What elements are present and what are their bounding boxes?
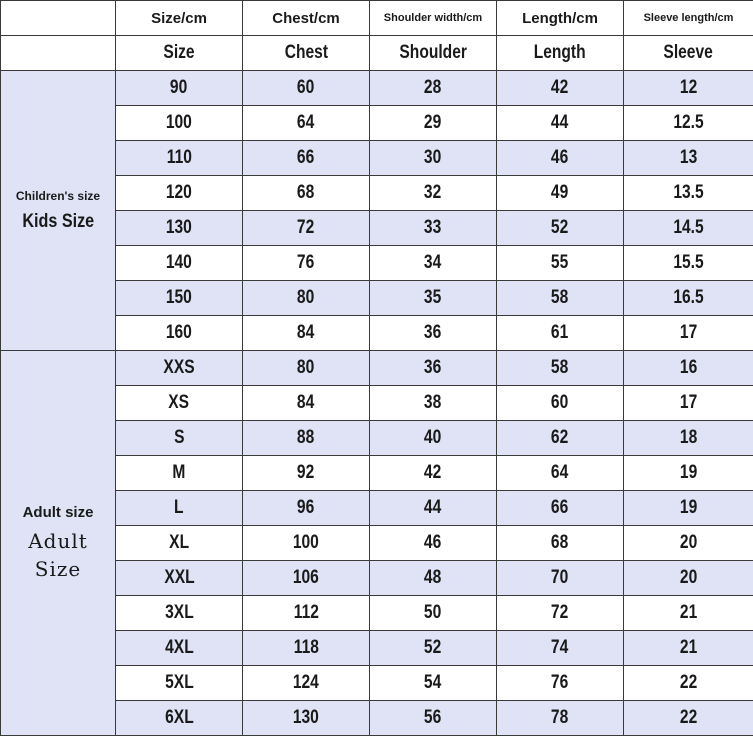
cell-chest: 112: [243, 596, 370, 631]
cell-sleeve: 22: [624, 666, 753, 701]
header-corner-2: [1, 36, 116, 71]
cell-length: 76: [497, 666, 624, 701]
cell-sleeve: 19: [624, 456, 753, 491]
adult-size-en-label: Adult size: [1, 504, 115, 521]
header-row-en: [1, 1, 753, 36]
table-row: [1, 351, 753, 386]
cell-chest: 80: [243, 351, 370, 386]
size-chart-body: [1, 71, 753, 736]
adult-size-label-line2: Size: [1, 555, 115, 583]
cell-chest: 130: [243, 701, 370, 736]
cell-size: XXL: [116, 561, 243, 596]
cell-chest: 100: [243, 526, 370, 561]
cell-length: 66: [497, 491, 624, 526]
cell-shoulder: 46: [370, 526, 497, 561]
cell-size: 4XL: [116, 631, 243, 666]
cell-size: S: [116, 421, 243, 456]
cell-sleeve: 17: [624, 316, 753, 351]
cell-chest: 106: [243, 561, 370, 596]
cell-sleeve: 20: [624, 526, 753, 561]
cell-length: 62: [497, 421, 624, 456]
cell-sleeve: 12.5: [624, 106, 753, 141]
cell-sleeve: 13.5: [624, 176, 753, 211]
cell-size: 5XL: [116, 666, 243, 701]
cell-size: 90: [116, 71, 243, 106]
cell-length: 74: [497, 631, 624, 666]
cell-sleeve: 21: [624, 631, 753, 666]
cell-sleeve: 16.5: [624, 281, 753, 316]
cell-sleeve: 13: [624, 141, 753, 176]
header-shoulder-en: Shoulder width/cm: [370, 1, 497, 36]
cell-shoulder: 42: [370, 456, 497, 491]
cell-size: 130: [116, 211, 243, 246]
cell-sleeve: 16: [624, 351, 753, 386]
cell-size: 100: [116, 106, 243, 141]
cell-chest: 84: [243, 386, 370, 421]
header-sleeve-en: Sleeve length/cm: [624, 1, 753, 36]
cell-length: 44: [497, 106, 624, 141]
cell-shoulder: 32: [370, 176, 497, 211]
cell-sleeve: 20: [624, 561, 753, 596]
cell-chest: 60: [243, 71, 370, 106]
kids-size-en-label: Children's size: [1, 189, 115, 203]
cell-size: XS: [116, 386, 243, 421]
cell-length: 72: [497, 596, 624, 631]
cell-chest: 66: [243, 141, 370, 176]
cell-shoulder: 29: [370, 106, 497, 141]
cell-length: 46: [497, 141, 624, 176]
cell-length: 52: [497, 211, 624, 246]
cell-length: 70: [497, 561, 624, 596]
cell-shoulder: 36: [370, 316, 497, 351]
cell-shoulder: 35: [370, 281, 497, 316]
cell-length: 64: [497, 456, 624, 491]
kids-group-label: [1, 71, 116, 351]
cell-size: 6XL: [116, 701, 243, 736]
cell-shoulder: 38: [370, 386, 497, 421]
cell-size: 150: [116, 281, 243, 316]
cell-chest: 80: [243, 281, 370, 316]
cell-length: 49: [497, 176, 624, 211]
cell-shoulder: 54: [370, 666, 497, 701]
cell-sleeve: 22: [624, 701, 753, 736]
cell-shoulder: 48: [370, 561, 497, 596]
kids-size-label: Kids Size: [1, 211, 115, 233]
header-chest-en: Chest/cm: [243, 1, 370, 36]
cell-shoulder: 33: [370, 211, 497, 246]
header-corner: [1, 1, 116, 36]
cell-chest: 88: [243, 421, 370, 456]
cell-shoulder: 28: [370, 71, 497, 106]
header-chest: Chest: [243, 36, 370, 71]
header-size-en: Size/cm: [116, 1, 243, 36]
cell-length: 78: [497, 701, 624, 736]
cell-sleeve: 21: [624, 596, 753, 631]
cell-shoulder: 50: [370, 596, 497, 631]
cell-chest: 92: [243, 456, 370, 491]
cell-shoulder: 44: [370, 491, 497, 526]
cell-shoulder: 40: [370, 421, 497, 456]
cell-shoulder: 30: [370, 141, 497, 176]
cell-size: 120: [116, 176, 243, 211]
cell-size: 160: [116, 316, 243, 351]
cell-chest: 84: [243, 316, 370, 351]
cell-size: 140: [116, 246, 243, 281]
cell-chest: 124: [243, 666, 370, 701]
cell-chest: 96: [243, 491, 370, 526]
cell-size: M: [116, 456, 243, 491]
cell-sleeve: 17: [624, 386, 753, 421]
header-shoulder: Shoulder: [370, 36, 497, 71]
cell-size: XL: [116, 526, 243, 561]
cell-shoulder: 56: [370, 701, 497, 736]
cell-chest: 64: [243, 106, 370, 141]
cell-shoulder: 36: [370, 351, 497, 386]
cell-sleeve: 12: [624, 71, 753, 106]
adult-group-label: [1, 351, 116, 736]
cell-length: 68: [497, 526, 624, 561]
cell-chest: 76: [243, 246, 370, 281]
cell-length: 55: [497, 246, 624, 281]
table-row: [1, 71, 753, 106]
cell-shoulder: 34: [370, 246, 497, 281]
cell-length: 60: [497, 386, 624, 421]
cell-size: XXS: [116, 351, 243, 386]
cell-sleeve: 18: [624, 421, 753, 456]
cell-length: 58: [497, 351, 624, 386]
cell-length: 61: [497, 316, 624, 351]
adult-size-label-line1: Adult: [1, 527, 115, 555]
cell-shoulder: 52: [370, 631, 497, 666]
cell-size: 3XL: [116, 596, 243, 631]
header-row: [1, 36, 753, 71]
cell-length: 58: [497, 281, 624, 316]
cell-size: L: [116, 491, 243, 526]
cell-chest: 118: [243, 631, 370, 666]
header-sleeve: Sleeve: [624, 36, 753, 71]
cell-chest: 68: [243, 176, 370, 211]
cell-sleeve: 15.5: [624, 246, 753, 281]
cell-sleeve: 19: [624, 491, 753, 526]
header-length: Length: [497, 36, 624, 71]
cell-chest: 72: [243, 211, 370, 246]
header-length-en: Length/cm: [497, 1, 624, 36]
header-size: Size: [116, 36, 243, 71]
cell-size: 110: [116, 141, 243, 176]
cell-sleeve: 14.5: [624, 211, 753, 246]
cell-length: 42: [497, 71, 624, 106]
